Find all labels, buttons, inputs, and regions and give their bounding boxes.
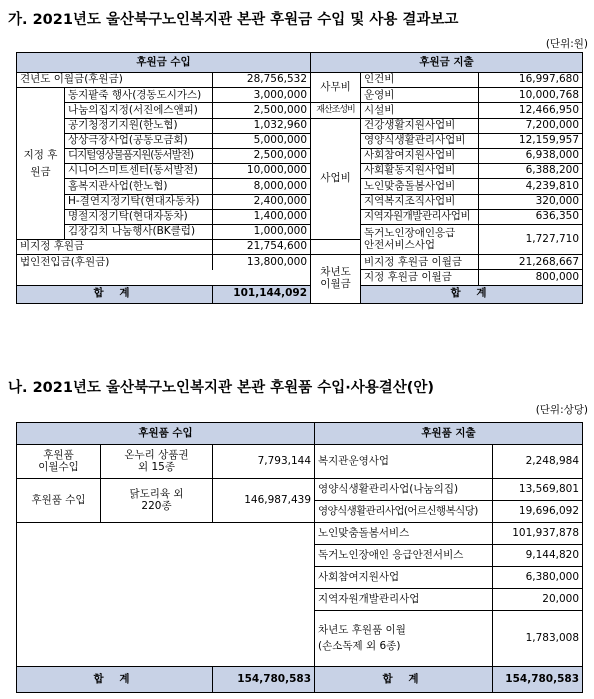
expense-amount: 12,159,957 <box>479 133 583 148</box>
goods-expense-label: 사회참여지원사업 <box>315 567 493 589</box>
section2-title: 나. 2021년도 울산북구노인복지관 본관 후원품 수입·사용결산(안) <box>8 380 435 396</box>
non-designated-amount: 21,754,600 <box>213 240 311 255</box>
carryover-label: 견년도 이월금(후원금) <box>17 73 213 88</box>
goods-income-category: 후원품 이월수입 <box>17 445 101 479</box>
income-amount: 8,000,000 <box>213 179 311 194</box>
expense-amount: 320,000 <box>479 194 583 209</box>
income-label: 나눔의집지정(서진에스앤피) <box>65 103 213 118</box>
expense-label: 지역자원개발관리사업비 <box>361 209 479 224</box>
goods-income-amount: 7,793,144 <box>213 445 315 479</box>
goods-expense-amount: 1,783,008 <box>493 611 583 667</box>
expense-label: 지역복지조직사업비 <box>361 194 479 209</box>
non-designated-label: 비지정 후원금 <box>17 240 213 255</box>
designated-group: 지정 후원금 <box>17 88 65 240</box>
goods-report-table <box>16 422 583 693</box>
income-amount: 1,000,000 <box>213 224 311 239</box>
income-label: 상상극장사업(공동모금회) <box>65 133 213 148</box>
goods-expense-total-amount: 154,780,583 <box>493 667 583 693</box>
income-header: 후원금 수입 <box>17 53 311 73</box>
goods-expense-amount: 9,144,820 <box>493 545 583 567</box>
expense-label: 사회참여지원사업비 <box>361 148 479 163</box>
goods-expense-label: 독거노인장애인 응급안전서비스 <box>315 545 493 567</box>
goods-income-header: 후원품 수입 <box>17 423 315 445</box>
expense-amount: 6,388,200 <box>479 164 583 179</box>
income-label: 디지털영상물품지원(동서발전) <box>65 148 213 163</box>
expense-label: 건강생활지원사업비 <box>361 118 479 133</box>
goods-income-item: 닭도리육 외 220종 <box>101 479 213 523</box>
goods-expense-total-label: 합 계 <box>315 667 493 693</box>
expense-amount: 4,239,810 <box>479 179 583 194</box>
income-label: 공기청정기지원(한노협) <box>65 118 213 133</box>
goods-income-category: 후원품 수입 <box>17 479 101 523</box>
expense-amount: 12,466,950 <box>479 103 583 118</box>
expense-total-label: 합 계 <box>361 285 583 303</box>
office-group: 사무비 <box>311 73 361 103</box>
goods-expense-amount: 101,937,878 <box>493 523 583 545</box>
expense-label: 인건비 <box>361 73 479 88</box>
income-label: 홈복지관사업(한노협) <box>65 179 213 194</box>
expense-label: 사회활동지원사업비 <box>361 164 479 179</box>
goods-expense-label: 복지관운영사업 <box>315 445 493 479</box>
carryover-amount: 28,756,532 <box>213 73 311 88</box>
goods-expense-amount: 2,248,984 <box>493 445 583 479</box>
goods-income-total-amount: 154,780,583 <box>213 667 315 693</box>
income-amount: 10,000,000 <box>213 164 311 179</box>
goods-expense-amount: 13,569,801 <box>493 479 583 501</box>
goods-expense-amount: 6,380,000 <box>493 567 583 589</box>
section1-unit: (단위:원) <box>545 38 588 50</box>
expense-amount: 7,200,000 <box>479 118 583 133</box>
expense-amount: 636,350 <box>479 209 583 224</box>
expense-label: 독거노인장애인응급 안전서비스사업 <box>361 224 479 254</box>
income-total-amount: 101,144,092 <box>213 285 311 303</box>
income-label: H-결연지정기탁(현대자동차) <box>65 194 213 209</box>
expense-amount: 6,938,000 <box>479 148 583 163</box>
carry-group: 차년도 이월금 <box>311 255 361 303</box>
blank-cell <box>17 270 311 285</box>
income-amount: 2,400,000 <box>213 194 311 209</box>
income-amount: 2,500,000 <box>213 148 311 163</box>
goods-expense-amount: 19,696,092 <box>493 501 583 523</box>
corporate-label: 법인전입금(후원금) <box>17 255 213 270</box>
income-label: 동지팥죽 행사(경동도시가스) <box>65 88 213 103</box>
expense-label: 영양식생활관리사업비 <box>361 133 479 148</box>
goods-expense-label: 영양식생활관리사업(나눔의집) <box>315 479 493 501</box>
blank-cell <box>17 523 315 667</box>
goods-income-item: 온누리 상품권 외 15종 <box>101 445 213 479</box>
goods-expense-amount: 20,000 <box>493 589 583 611</box>
income-amount: 5,000,000 <box>213 133 311 148</box>
income-amount: 1,400,000 <box>213 209 311 224</box>
income-amount: 1,032,960 <box>213 118 311 133</box>
income-amount: 2,500,000 <box>213 103 311 118</box>
expense-amount: 800,000 <box>479 270 583 285</box>
corporate-amount: 13,800,000 <box>213 255 311 270</box>
expense-label: 비지정 후원금 이월금 <box>361 255 479 270</box>
project-group: 사업비 <box>311 118 361 240</box>
expense-header: 후원금 지출 <box>311 53 583 73</box>
expense-label: 지정 후원금 이월금 <box>361 270 479 285</box>
section1-title: 가. 2021년도 울산북구노인복지관 본관 후원금 수입 및 사용 결과보고 <box>8 12 459 28</box>
expense-amount: 1,727,710 <box>479 224 583 254</box>
income-amount: 3,000,000 <box>213 88 311 103</box>
donation-report-table <box>16 52 583 304</box>
income-total-label: 합 계 <box>17 285 213 303</box>
goods-expense-label: 지역자원개발관리사업 <box>315 589 493 611</box>
goods-expense-label: 차년도 후원품 이월 (손소독제 외 6종) <box>315 611 493 667</box>
expense-label: 시설비 <box>361 103 479 118</box>
goods-income-amount: 146,987,439 <box>213 479 315 523</box>
expense-label: 운영비 <box>361 88 479 103</box>
asset-group: 재산조성비 <box>311 103 361 118</box>
goods-expense-label: 노인맞춤돌봄서비스 <box>315 523 493 545</box>
income-label: 김장김치 나눔행사(BK클럽) <box>65 224 213 239</box>
expense-label: 노인맞춤돌봄사업비 <box>361 179 479 194</box>
income-label: 명절지정기탁(현대자동차) <box>65 209 213 224</box>
goods-expense-label: 영양식생활관리사업(어르신행복식당) <box>315 501 493 523</box>
income-label: 시니어스미트센터(동서발전) <box>65 164 213 179</box>
expense-amount: 16,997,680 <box>479 73 583 88</box>
expense-amount: 21,268,667 <box>479 255 583 270</box>
goods-expense-header: 후원품 지출 <box>315 423 583 445</box>
goods-income-total-label: 합 계 <box>17 667 213 693</box>
section2-unit: (단위:상당) <box>535 404 588 416</box>
expense-amount: 10,000,768 <box>479 88 583 103</box>
